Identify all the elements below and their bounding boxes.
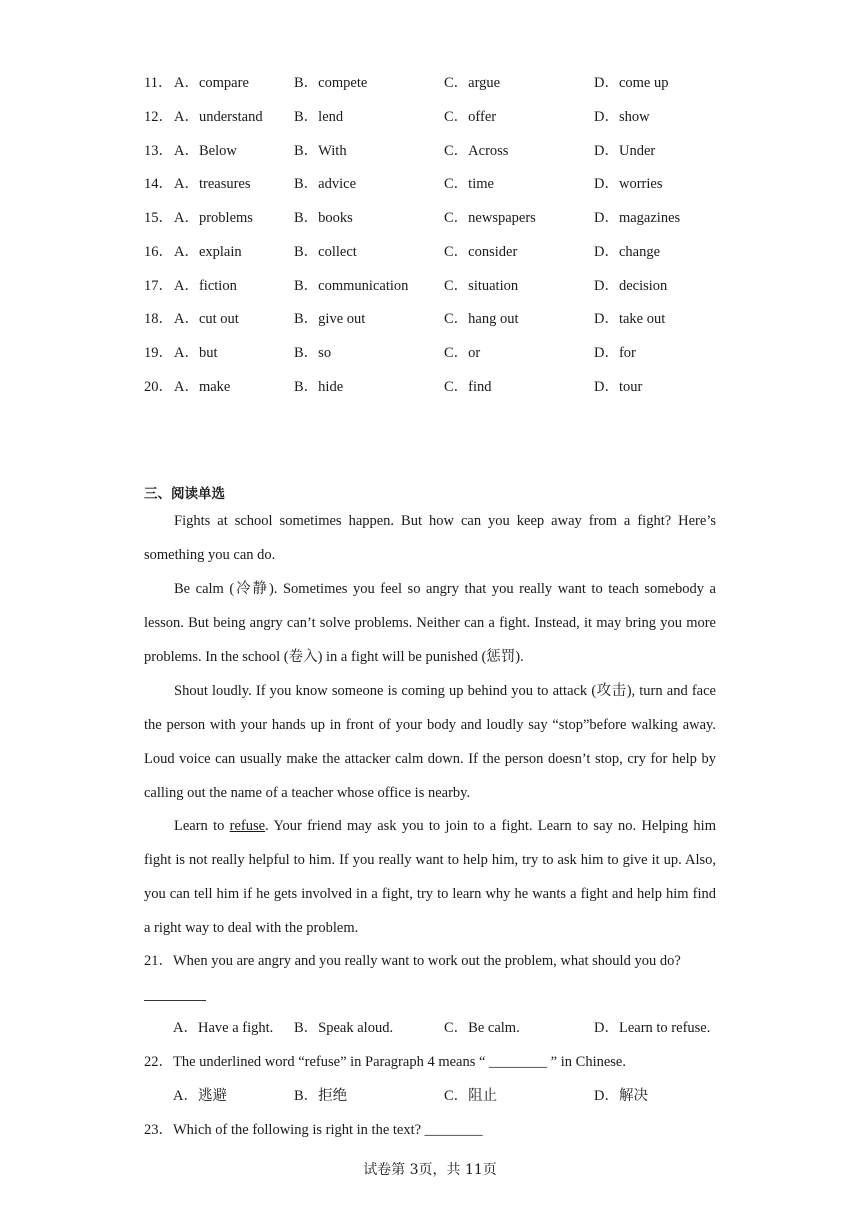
paragraph-2-text: Be calm (冷静). Sometimes you feel so angry that you really want to teach somebody a lesson. But being angry can’t solve problems. Neither can a fight. Instead, it may bring you more problems. In the school (卷入) in a fight will be punished (惩罚).	[144, 581, 716, 665]
option-b[interactable]: B．hide	[294, 379, 344, 395]
q22-option-d[interactable]: D．解决	[594, 1088, 648, 1104]
q21-option-c[interactable]: C．Be calm.	[444, 1020, 520, 1036]
question-22: 22．The underlined word “refuse” in Paragraph 4 means “ ________ ” in Chinese.	[144, 1054, 626, 1070]
option-a[interactable]: A．cut out	[174, 311, 239, 327]
option-c[interactable]: C．or	[444, 345, 481, 361]
option-b[interactable]: B．communication	[294, 278, 409, 294]
question-number: 20．	[144, 379, 173, 395]
q21-option-b[interactable]: B．Speak aloud.	[294, 1020, 394, 1036]
answer-blank-21	[144, 1000, 206, 1001]
option-b[interactable]: B．books	[294, 210, 353, 226]
option-a[interactable]: A．explain	[174, 244, 242, 260]
option-c[interactable]: C．find	[444, 379, 492, 395]
option-a[interactable]: A．make	[174, 379, 231, 395]
question-number: 11．	[144, 75, 173, 91]
paragraph-3-text: Shout loudly. If you know someone is coming up behind you to attack (攻击), turn and face the person with your hands up in front of your body and loudly say “stop”before walking away. Loud voice can usually make the attacker calm down. If the person doesn’t stop, cry for help by calling out the name of a teacher whose office is nearby.	[144, 683, 716, 801]
question-number: 13．	[144, 143, 173, 159]
question-number: 14．	[144, 176, 173, 192]
question-21-choices	[144, 1018, 716, 1038]
option-a[interactable]: A．Below	[174, 143, 237, 159]
option-a[interactable]: A．understand	[174, 109, 263, 125]
option-a[interactable]: A．compare	[174, 75, 249, 91]
option-c[interactable]: C．situation	[444, 278, 519, 294]
question-22-choices	[144, 1086, 716, 1106]
option-a[interactable]: A．problems	[174, 210, 253, 226]
option-b[interactable]: B．collect	[294, 244, 357, 260]
option-b[interactable]: B．lend	[294, 109, 344, 125]
option-c[interactable]: C．argue	[444, 75, 501, 91]
question-number: 16．	[144, 244, 173, 260]
option-b[interactable]: B．so	[294, 345, 332, 361]
option-d[interactable]: D．magazines	[594, 210, 681, 226]
option-d[interactable]: D．come up	[594, 75, 669, 91]
paragraph-4-text-end: . Your friend may ask you to join to a fight. Learn to say no. Helping him fight is not really helpful to him. If you really want to help him, try to ask him to give it up. Also, you can tell him if he gets involved in a fight, try to learn why he wants a fight and help him find a right way to deal with the problem.	[144, 818, 716, 936]
option-b[interactable]: B．compete	[294, 75, 368, 91]
passage-paragraph-1	[144, 504, 716, 572]
option-d[interactable]: D．for	[594, 345, 636, 361]
option-c[interactable]: C．time	[444, 176, 494, 192]
q21-option-d[interactable]: D．Learn to refuse.	[594, 1020, 711, 1036]
option-b[interactable]: B．advice	[294, 176, 357, 192]
question-number: 17．	[144, 278, 173, 294]
question-number: 15．	[144, 210, 173, 226]
question-number: 12．	[144, 109, 173, 125]
passage-paragraph-2	[144, 572, 716, 674]
option-d[interactable]: D．Under	[594, 143, 656, 159]
section-title: 三、阅读单选	[144, 486, 225, 502]
option-c[interactable]: C．offer	[444, 109, 497, 125]
q21-option-a[interactable]: A．Have a fight.	[173, 1020, 274, 1036]
underlined-word-refuse: refuse	[229, 818, 266, 834]
option-c[interactable]: C．Across	[444, 143, 509, 159]
passage-paragraph-4	[144, 809, 716, 945]
passage-paragraph-3	[144, 674, 716, 810]
option-b[interactable]: B．give out	[294, 311, 366, 327]
question-number: 19．	[144, 345, 173, 361]
question-21: 21．When you are angry and you really want to work out the problem, what should you do?	[144, 953, 681, 969]
q22-option-c[interactable]: C．阻止	[444, 1088, 498, 1104]
option-d[interactable]: D．change	[594, 244, 661, 260]
question-number: 18．	[144, 311, 173, 327]
q22-option-a[interactable]: A．逃避	[173, 1088, 227, 1104]
option-d[interactable]: D．take out	[594, 311, 666, 327]
option-a[interactable]: A．treasures	[174, 176, 251, 192]
question-23: 23．Which of the following is right in the text? ________	[144, 1122, 483, 1138]
option-d[interactable]: D．show	[594, 109, 650, 125]
page-footer: 试卷第 3页，共 11页	[363, 1162, 497, 1178]
option-d[interactable]: D．decision	[594, 278, 668, 294]
option-c[interactable]: C．consider	[444, 244, 518, 260]
paragraph-4-text-start: Learn to	[174, 818, 230, 834]
option-c[interactable]: C．hang out	[444, 311, 519, 327]
option-d[interactable]: D．worries	[594, 176, 663, 192]
option-b[interactable]: B．With	[294, 143, 347, 159]
option-a[interactable]: A．but	[174, 345, 218, 361]
paragraph-1-text: Fights at school sometimes happen. But how can you keep away from a fight? Here’s something you can do.	[144, 513, 716, 563]
q22-option-b[interactable]: B．拒绝	[294, 1088, 348, 1104]
option-d[interactable]: D．tour	[594, 379, 643, 395]
option-c[interactable]: C．newspapers	[444, 210, 536, 226]
option-a[interactable]: A．fiction	[174, 278, 237, 294]
